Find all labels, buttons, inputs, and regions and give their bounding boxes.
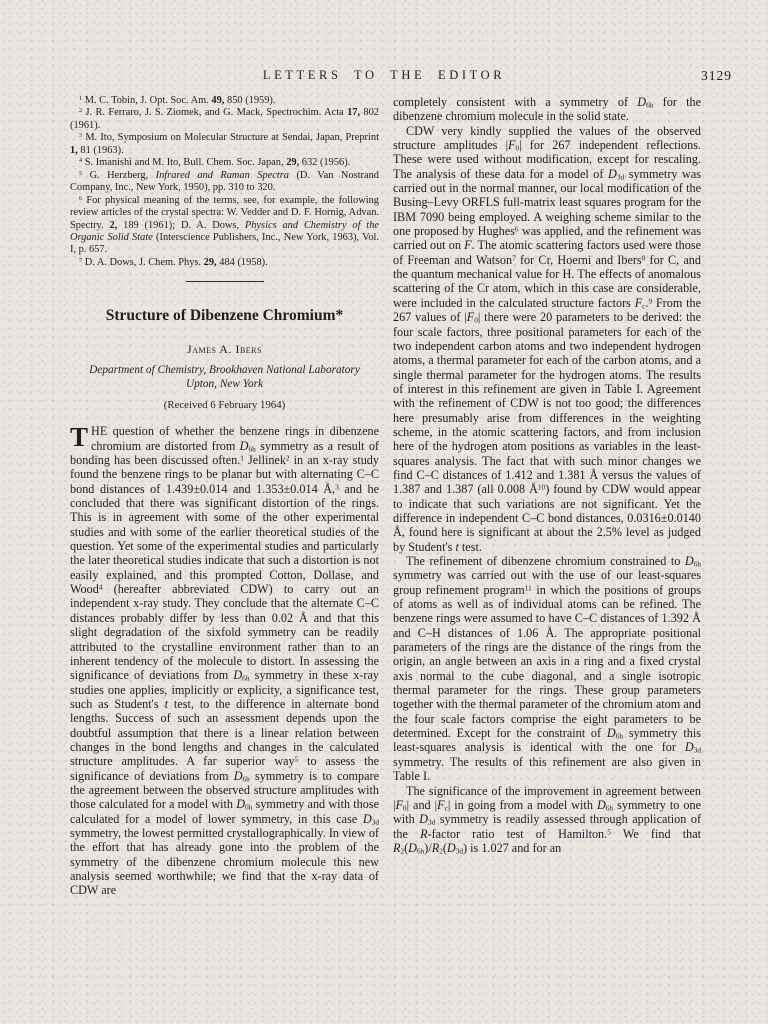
page-number: 3129 [701,68,732,83]
footnote-item: $^2$ J. R. Ferraro, J. S. Ziomek, and G. Mack, Spectrochim. Acta 17, 802 (1961). [70,107,379,131]
article-affiliation-line2: Upton, New York [185,377,264,390]
article-author: James A. Ibers [187,342,262,357]
body-paragraph: The significance of the improvement in agreement between $|F_0|$ and $|F_c|$ in going from a model with $D_{6h}$ symmetry to one with $D_{3d}$ symmetry is readily assessed through application of the R-factor ratio test of Hamilton.$^5$ We find that $R_2(D_{6h})/R_2(D_{3d})$ is 1.027 and for an [393,783,702,856]
footnote-item: $^4$ S. Imanishi and M. Ito, Bull. Chem. Soc. Japan, 29, 632 (1956). [79,157,351,169]
body-paragraph: THE question of whether the benzene rings in dibenzene chromium are distorted from $D_{6h}$ symmetry as a result of bonding has been discussed often.$^1$ Jellinek$^2$ in an x-ray study found the benzene rings to be planar but with alternating C–C bond distances of 1.439±0.014 and 1.353±0.014 Å,$^3$ and he concluded that there was significant distortion of the rings. This is in agreement with some of the other experimental studies and with some of the earlier theoretical studies of the question. Yet some of the experimental studies and particularly the later theoretical studies indicate that such a distortion is not easily explained, and this prompted Cotton, Dollase, and Wood$^4$ (hereafter abbreviated CDW) to carry out an independent x-ray study. They conclude that the alternate C–C distances probably differ by less than 0.02 Å and that this slight degradation of the sixfold symmetry can be readily attributed to the crystalline environment rather than to an inherent tendency of the molecule to distort. In assessing the significance of deviations from $D_{6h}$ symmetry in these x-ray studies one applies, implicitly or explicity, a significance test, such as Student's t test, to the difference in alternate bond lengths. Success of such an assessment depends upon the doubtful assumption that there is a linear relation between changes in the bond lengths and changes in the calculated structure amplitudes. A far superior way$^5$ to assess the significance of deviations from $D_{6h}$ symmetry is to compare the agreement between the observed structure amplitudes with those calculated for a model with $D_{6h}$ symmetry and with those calculated for a model of lower symmetry, in this case $D_{3d}$ symmetry, the lowest permitted crystallographically. In view of the effort that has already gone into the problem of the symmetry of the dibenzene chromium molecule this new analysis seemed worthwhile; we find that the x-ray data of CDW are [70,422,380,898]
footnote-list [70,95,379,269]
footnote-item: $^3$ M. Ito, Symposium on Molecular Structure at Sendai, Japan, Preprint 1, 81 (1963). [70,132,379,156]
body-paragraph: The refinement of dibenzene chromium constrained to $D_{6h}$ symmetry was carried out with the use of our least-squares group refinement program$^{11}$ in which the positions of groups of atoms as well as of individual atoms can be refined. The benzene rings were assumed to have C–C distances of 1.392 Å and C–H distances of 1.06 Å. The appropriate positional parameters of the rings are the distance of the rings from the origin, an angle between an axis in a ring and a fixed crystal axis normal to the cube diagonal, and a single isotropic thermal parameter for the rings. These group parameters together with the thermal parameter of the chromium atom and the four scale factors comprise the eight parameters to be determined. Except for the constraint of $D_{6h}$ symmetry this least-squares analysis is identical with the one for $D_{3d}$ symmetry. The results of this refinement are also given in Table I. [393,554,701,784]
article-affiliation-line1: Department of Chemistry, Brookhaven National Laboratory [89,364,360,377]
right-column [393,95,701,855]
footnote-item: $^1$ M. C. Tobin, J. Opt. Soc. Am. 49, 850 (1959). [79,94,276,106]
footnote-item: $^5$ G. Herzberg, Infrared and Raman Spectra (D. Van Nostrand Company, Inc., New York, 1950), pp. 310 to 320. [70,169,379,194]
body-paragraph: CDW very kindly supplied the values of the observed structure amplitudes $|F_0|$ for 267 independent reflections. These were used without modification, except for rescaling. The analysis of these data for a model of $D_{3d}$ symmetry was carried out in the normal manner, our local modification of the Busing–Levy ORFLS full-matrix least squares program for the IBM 7090 being employed. A weighing scheme similar to the one proposed by Hughes$^6$ was applied, and the refinement was carried out on F. The atomic scattering factors used were those of Freeman and Watson$^7$ for Cr, Hoerni and Ibers$^8$ for C, and the quantum mechanical value for H. The effects of anomalous scattering of the Cr atom, which in this case are considerable, were included in the calculated structure factors $F_c.^9$ From the 267 values of $|F_0|$ there were 20 parameters to be derived: the four scale factors, three positional parameters for each of the two independent carbon atoms and two independent hydrogen atoms, a thermal parameter for each of the carbon atoms, and a single thermal parameter for the hydrogen atoms. The results of interest in this refinement are given in Table I. Agreement with the refinement of CDW is not too good; the differences here presumably arise from differences in the weighting scheme, in the atomic scattering factors, and from inclusion here of the hydrogen atom positions as variables in the least-squares analysis. The fact that with such minor changes we find C–C distances of 1.412 and 1.381 Å versus the values of 1.387 and 1.387 (all 0.008 $Å^{10}$) found by CDW would appear to indicate that such variations are not significant. Yet the difference in independent C–C bond distances, 0.0316±0.0140 Å, found here is significant at about the 2.5% level as judged by Student's t test. [393,123,701,554]
footnote-item: $^6$ For physical meaning of the terms, see, for example, the following review articles of the crystal spectra: W. Vedder and D. F. Hornig, Advan. Spectry. 2, 189 (1961); D. A. Dows, Physics and Chemistry of the Organic Solid State (Interscience Publishers, Inc., New York, 1963), Vol. I, p. 657. [70,194,380,256]
body-paragraph: completely consistent with a symmetry of $D_{6h}$ for the dibenzene chromium molecule in the solid state. [393,95,701,124]
article-header [70,307,379,411]
received-date: (Received 6 February 1964) [163,399,286,412]
left-column [70,95,379,898]
article-title: Structure of Dibenzene Chromium* [105,307,344,325]
running-header [0,68,768,86]
section-heading: LETTERS TO THE EDITOR [262,68,506,82]
footnotes-article-divider [186,281,264,282]
footnote-item: $^7$ D. A. Dows, J. Chem. Phys. 29, 484 (1958). [79,256,268,268]
